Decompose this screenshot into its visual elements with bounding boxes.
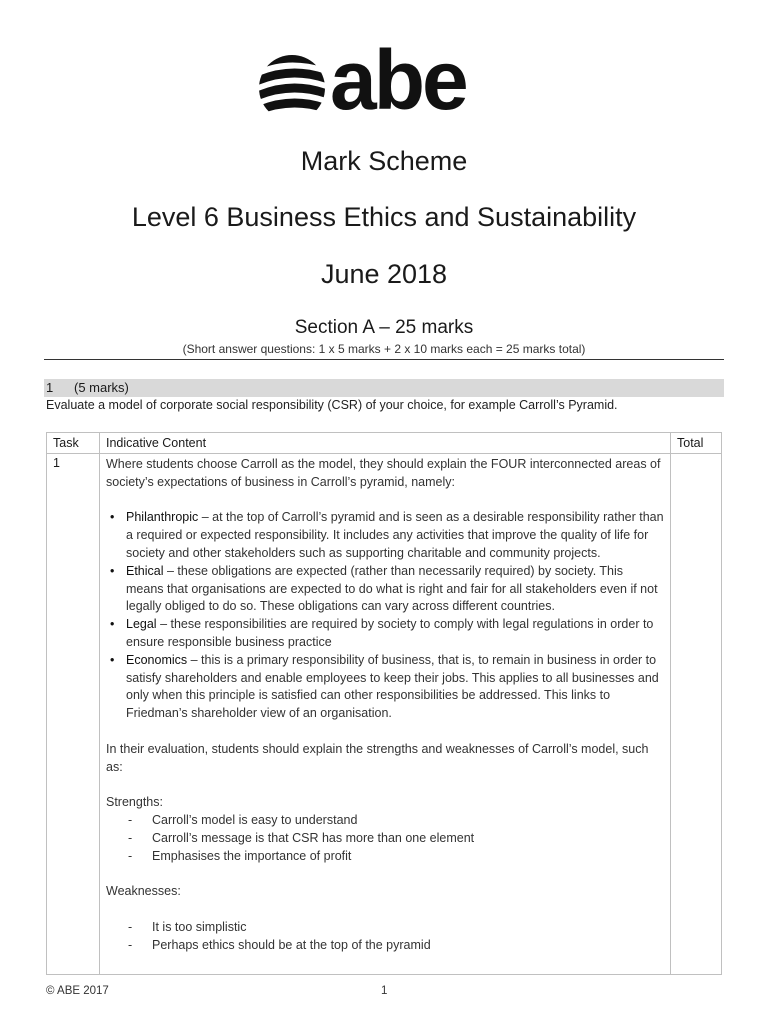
- list-item: [106, 616, 664, 652]
- footer-copyright: © ABE 2017: [46, 985, 109, 997]
- term-label: Legal: [126, 617, 157, 632]
- exam-date: June 2018: [320, 259, 448, 289]
- page-title: Mark Scheme: [300, 146, 468, 176]
- term-label: Philanthropic: [126, 510, 199, 525]
- list-item: - Carroll’s message is that CSR has more than one element: [106, 830, 664, 848]
- term-description: – these responsibilities are required by society to comply with legal regulations in order to ensure responsible business practice: [126, 617, 654, 649]
- pyramid-list: [106, 509, 664, 723]
- content-intro: Where students choose Carroll as the model, they should explain the FOUR interconnected areas of society’s expectations of business in Carroll’s pyramid, namely:: [106, 457, 661, 489]
- mark-scheme-table: [46, 432, 722, 975]
- abe-logo: [258, 33, 510, 127]
- section-divider: [44, 359, 724, 360]
- list-item: - Emphasises the importance of profit: [106, 848, 664, 866]
- strengths-label: Strengths:: [106, 795, 163, 810]
- term-description: – at the top of Carroll’s pyramid and is seen as a desirable responsibility rather than a required or expected responsibility. It includes any activities that improve the quality of life for society and other stakeholders such as supporting charitable and community projects.: [126, 510, 664, 560]
- header-total: Total: [671, 433, 722, 454]
- list-item: - Perhaps ethics should be at the top of the pyramid: [106, 937, 664, 955]
- section-heading: Section A – 25 marks: [294, 317, 474, 338]
- question-bar: [44, 379, 724, 397]
- header-content: Indicative Content: [100, 433, 671, 454]
- weaknesses-list: [106, 919, 664, 955]
- indicative-content: [100, 454, 671, 975]
- total-cell: [671, 454, 722, 975]
- strengths-list: [106, 812, 664, 865]
- term-description: – these obligations are expected (rather than necessarily required) by society. This means that organisations are expected to do what is right and fair for all stakeholders even if not legally obliged to do so. These obligations can vary across different countries.: [126, 563, 658, 614]
- question-text: Evaluate a model of corporate social responsibility (CSR) of your choice, for example Carroll’s Pyramid.: [46, 398, 618, 412]
- list-item: [106, 563, 664, 616]
- course-title: Level 6 Business Ethics and Sustainability: [131, 202, 637, 232]
- list-item: - It is too simplistic: [106, 919, 664, 937]
- term-label: Ethical: [126, 563, 164, 578]
- evaluation-text: In their evaluation, students should explain the strengths and weaknesses of Carroll’s model, such as:: [106, 741, 649, 774]
- term-label: Economics: [126, 652, 188, 667]
- header-task: Task: [47, 433, 100, 454]
- abe-swirl-icon: [258, 52, 326, 124]
- table-header-row: [47, 433, 722, 454]
- list-item: [106, 652, 664, 723]
- task-number: 1: [47, 454, 100, 975]
- page-number: 1: [381, 985, 388, 997]
- weaknesses-label: Weaknesses:: [106, 884, 181, 899]
- term-description: – this is a primary responsibility of business, that is, to remain in business in order to satisfy shareholders and enable employees to keep their jobs. This applies to all businesses and only when this principle is satisfied can other responsibilities be addressed. This links to Friedman’s shareholder view of an organisation.: [126, 652, 659, 721]
- section-note: (Short answer questions: 1 x 5 marks + 2 x 10 marks each = 25 marks total): [182, 342, 586, 356]
- table-row: [47, 454, 722, 975]
- list-item: [106, 509, 664, 562]
- question-marks: (5 marks): [74, 380, 129, 395]
- logo-wordmark: abe: [330, 33, 466, 127]
- question-number: 1: [46, 380, 54, 395]
- list-item: - Carroll’s model is easy to understand: [106, 812, 664, 830]
